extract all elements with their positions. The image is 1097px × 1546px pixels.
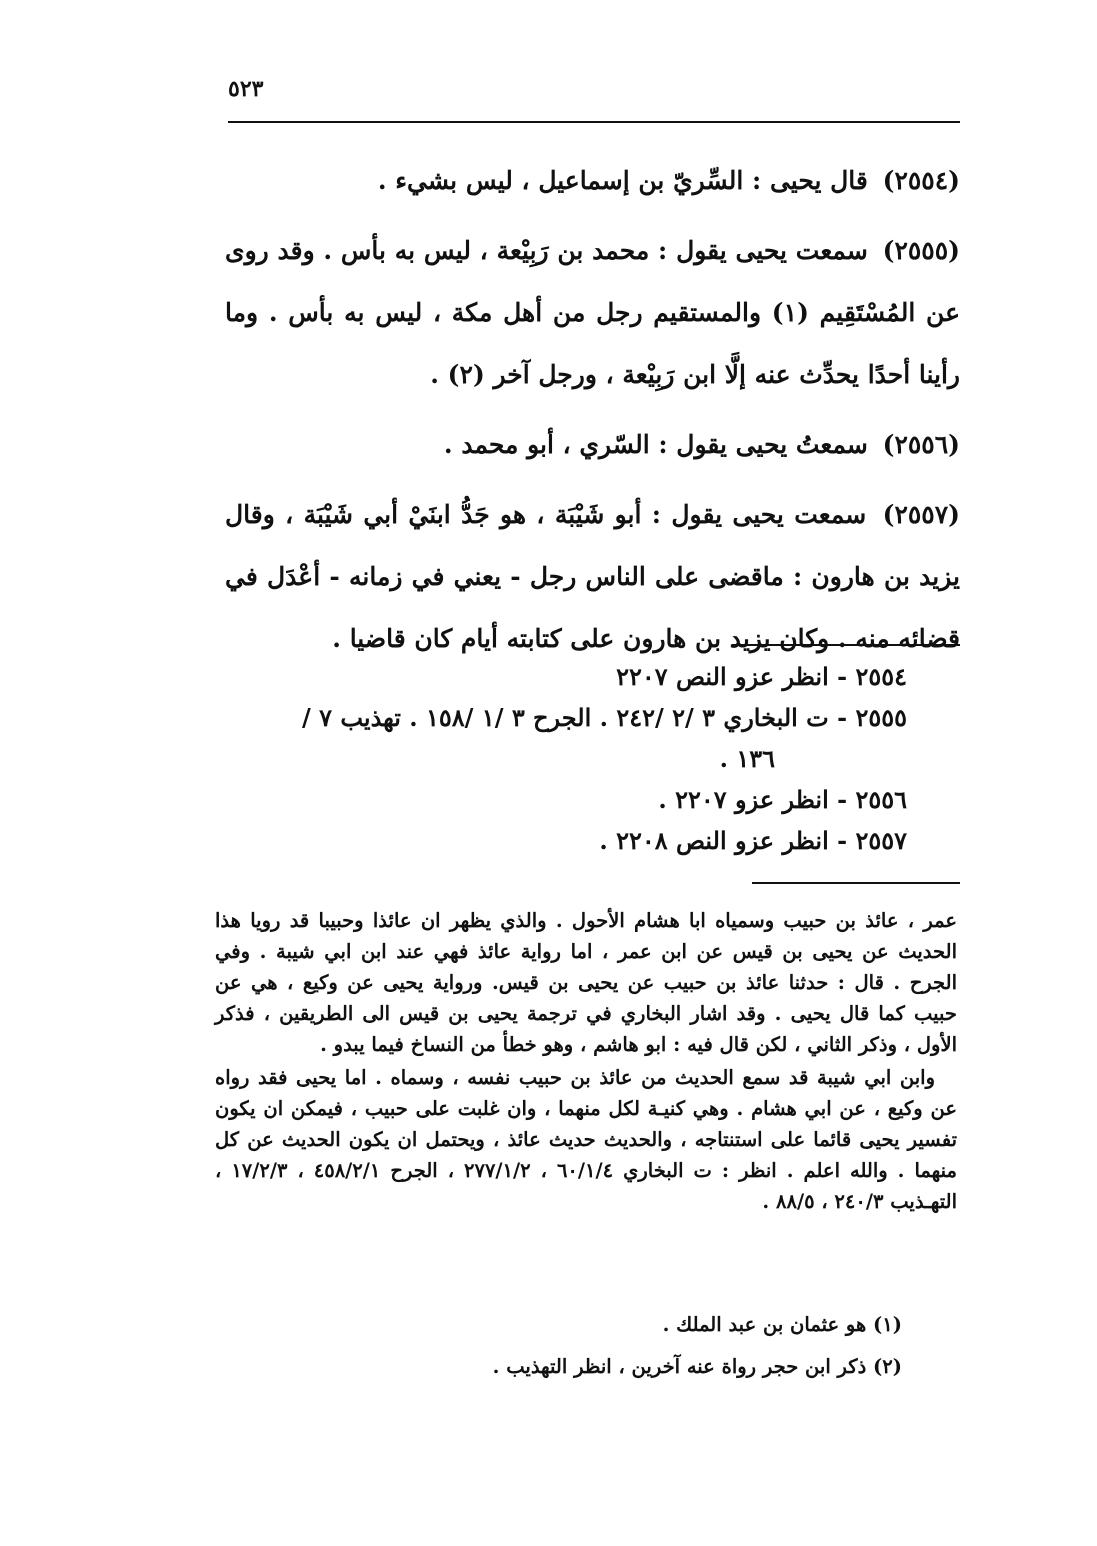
entry-number: (٢٥٥٦) — [882, 430, 960, 459]
entry-2557 — [225, 484, 960, 670]
entry-text: سمعت يحيى يقول : أبو شَيْبَة ، هو جَدُّ ابنَيْ أبي شَيْبَة ، وقال يزيد بن هارون : ماقضى على الناس رجل - يعني في زمانه - أعْدَل في قضائه منه . وكان يزيد بن هارون على كتابته أيام كان قاضيا . — [225, 500, 961, 653]
entry-number: (٢٥٥٥) — [882, 236, 960, 265]
entry-2556 — [225, 414, 960, 476]
entry-text: سمعتُ يحيى يقول : السّري ، أبو محمد . — [443, 430, 868, 459]
references — [217, 656, 907, 861]
reference-line: ١٣٦ . — [719, 744, 775, 773]
note-paragraph: عمر ، عائذ بن حبيب وسمياه ابا هشام الأحول . والذي يظهر ان عائذا وحبيبا قد رويا هذا الحديث عن يحيى بن قيس عن ابن عمر ، اما رواية عائذ فهي عند ابن ابي شيبة . وفي الجرح . قال : حدثنا عائذ بن حبيب عن يحيى بن قيس. ورواية يحيى عن وكيع ، هي عن حبيب كما قال يحيى . وقد اشار البخاري في ترجمة يحيى بن قيس الى الطريقين ، فذكر الأول ، وذكر الثاني ، لكن قال فيه : ابو هاشم ، وهو خطأ من النساخ فيما يبدو . — [215, 909, 957, 1056]
main-text — [225, 150, 960, 670]
reference-line: ٢٥٥٧ - انظر عزو النص ٢٢٠٨ . — [599, 826, 907, 855]
entry-text: قال يحيى : السِّريّ بن إسماعيل ، ليس بشيء . — [377, 166, 868, 195]
references-rule-bottom — [752, 882, 960, 884]
reference-line: ٢٥٥٤ - انظر عزو النص ٢٢٠٧ — [616, 662, 907, 691]
reference-line: ٢٥٥٦ - انظر عزو ٢٢٠٧ . — [658, 785, 907, 814]
entry-number: (٢٥٥٤) — [882, 166, 960, 195]
page-number: ٥٢٣ — [228, 76, 264, 102]
entry-number: (٢٥٥٧) — [882, 500, 960, 529]
entry-2555 — [225, 220, 960, 406]
entry-text: سمعت يحيى يقول : محمد بن رَبِيْعة ، ليس به بأس . وقد روى عن المُسْتَقِيم (١) والمستقيم رجل من أهل مكة ، ليس به بأس . وما رأينا أحدًا يحدِّث عنه إلَّا ابن رَبِيْعة ، ورجل آخر (٢) . — [225, 236, 961, 389]
footnotes — [202, 1304, 902, 1388]
header-rule — [228, 121, 960, 123]
footnote: (١) هو عثمان بن عبد الملك . — [662, 1313, 902, 1336]
footnote: (٢) ذكر ابن حجر رواة عنه آخرين ، انظر التهذيب . — [492, 1355, 902, 1378]
editor-notes — [215, 905, 957, 1217]
references-rule-top — [732, 644, 960, 646]
reference-line: ٢٥٥٥ - ت البخاري ٣ /٢ /٢٤٢ . الجرح ٣ /١ /١٥٨ . تهذيب ٧ / — [301, 703, 907, 732]
entry-2554 — [225, 150, 960, 212]
note-paragraph: وابن ابي شيبة قد سمع الحديث من عائذ بن حبيب نفسه ، وسماه . اما يحيى فقد رواه عن وكيع ، عن ابي هشام . وهي كنيـة لكل منهما ، وان غلبت على حبيب ، فيمكن ان يكون تفسير يحيى قائما على استنتاجه ، والحديث حديث عائذ ، ويحتمل ان يكون الحديث عن كل منهما . والله اعلم . انظر : ت البخاري ٦٠/١/٤ ، ٢٧٧/١/٢ ، الجرح ٤٥٨/٢/١ ، ١٧/٢/٣ ، التهـذيب ٢٤٠/٣ ، ٨٨/٥ . — [215, 1066, 958, 1213]
